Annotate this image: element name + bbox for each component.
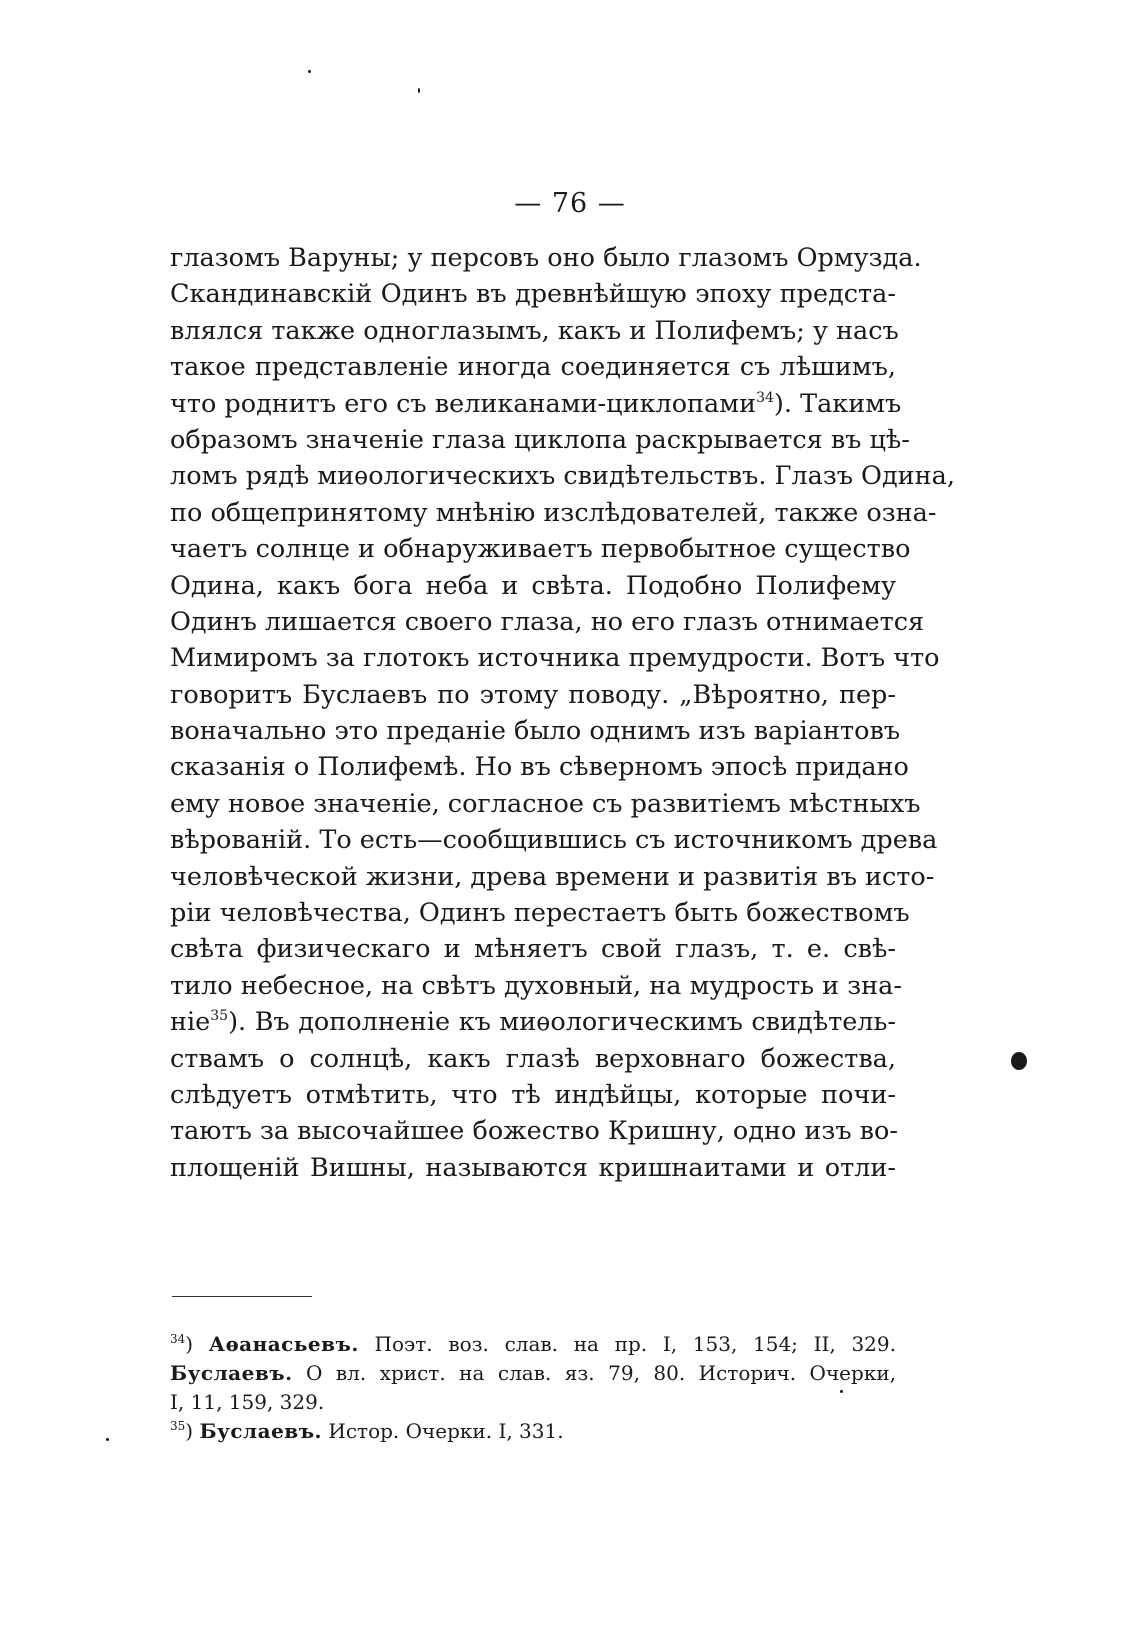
footnote-author: Буслаевъ. — [199, 1419, 323, 1443]
text-segment: что роднитъ его съ великанами-циклопами — [170, 388, 757, 419]
body-text — [170, 240, 955, 1186]
text-line: таютъ за высочайшее божество Кришну, одно изъ во- — [170, 1116, 898, 1147]
ink-speck — [308, 70, 311, 73]
page-number: — 76 — — [514, 188, 626, 219]
text-line-with-note-35 — [170, 1004, 896, 1040]
text-line: ріи человѣчества, Одинъ перестаетъ быть божествомъ — [170, 898, 910, 929]
text-segment: ). Такимъ — [773, 388, 902, 419]
footnote-marker: $^{34}$) — [170, 1332, 194, 1356]
text-line-with-note-34 — [170, 386, 902, 422]
text-line: ствамъ о солнцѣ, какъ глазѣ верховнаго божества, — [170, 1043, 896, 1074]
text-line: чаетъ солнце и обнаруживаетъ первобытное существо — [170, 534, 911, 565]
footnote-34-line-3: I, 11, 159, 329. — [170, 1390, 325, 1414]
footnote-text: О вл. христ. на слав. яз. 79, 80. Историч. Очерки, — [306, 1361, 897, 1385]
footnote-marker: $^{35}$) — [170, 1419, 194, 1443]
text-line: по общепринятому мнѣнію изслѣдователей, также озна- — [170, 497, 937, 528]
footnote-text: Поэт. воз. слав. на пр. I, 153, 154; II, 329. — [374, 1332, 896, 1356]
footnote-ref-34: 34 — [756, 389, 774, 406]
text-line: сказанія о Полифемѣ. Но въ сѣверномъ эпосѣ придано — [170, 752, 909, 783]
footnote-34 — [170, 1330, 896, 1359]
footnote-35 — [170, 1417, 896, 1446]
text-line: тило небесное, на свѣтъ духовный, на мудрость и зна- — [170, 970, 902, 1001]
text-line: Одинъ лишается своего глаза, но его глазъ отнимается — [170, 606, 925, 637]
text-line: свѣта физическаго и мѣняетъ свой глазъ, т. е. свѣ- — [170, 934, 896, 965]
text-line: площеній Вишны, называются кришнаитами и отли- — [170, 1152, 896, 1183]
footnote-author: Аѳанасьевъ. — [208, 1332, 359, 1356]
footnote-author: Буслаевъ. — [170, 1361, 293, 1385]
footnote-text: Истор. Очерки. I, 331. — [328, 1419, 564, 1443]
text-line: воначально это преданіе было однимъ изъ варіантовъ — [170, 716, 901, 747]
text-segment: ). Въ дополненіе къ миѳологическимъ свидѣтель- — [228, 1007, 896, 1038]
footnotes — [170, 1330, 896, 1446]
ink-speck — [840, 1390, 843, 1393]
text-line: слѣдуетъ отмѣтить, что тѣ индѣйцы, которые почи- — [170, 1079, 896, 1110]
ink-speck — [106, 1438, 109, 1441]
text-line: образомъ значеніе глаза циклопа раскрывается въ цѣ- — [170, 424, 910, 455]
footnote-34-line-2 — [170, 1359, 896, 1388]
ink-speck — [418, 88, 420, 93]
text-line: человѣческой жизни, древа времени и развитія въ исто- — [170, 861, 935, 892]
text-line: вѣрованій. То есть—сообщившись съ источникомъ древа — [170, 825, 938, 856]
text-segment: ніе — [170, 1007, 211, 1038]
footnote-divider — [172, 1296, 312, 1297]
footnote-ref-35: 35 — [210, 1008, 229, 1025]
text-line: говоритъ Буслаевъ по этому поводу. „Вѣроятно, пер- — [170, 679, 896, 710]
text-line: влялся также одноглазымъ, какъ и Полифемъ; у насъ — [170, 315, 899, 346]
ink-blot — [1011, 1052, 1027, 1070]
text-line: Мимиромъ за глотокъ источника премудрости. Вотъ что — [170, 643, 940, 674]
text-line: ломъ рядѣ миѳологическихъ свидѣтельствъ. Глазъ Одина, — [170, 461, 955, 492]
text-line: ему новое значеніе, согласное съ развитіемъ мѣстныхъ — [170, 788, 921, 819]
text-line: глазомъ Варуны; у персовъ оно было глазомъ Ормузда. — [170, 243, 922, 273]
text-line: Скандинавскій Одинъ въ древнѣйшую эпоху предста- — [170, 279, 896, 310]
text-line: такое представленіе иногда соединяется съ лѣшимъ, — [170, 352, 896, 383]
text-line: Одина, какъ бога неба и свѣта. Подобно Полифему — [170, 570, 896, 601]
